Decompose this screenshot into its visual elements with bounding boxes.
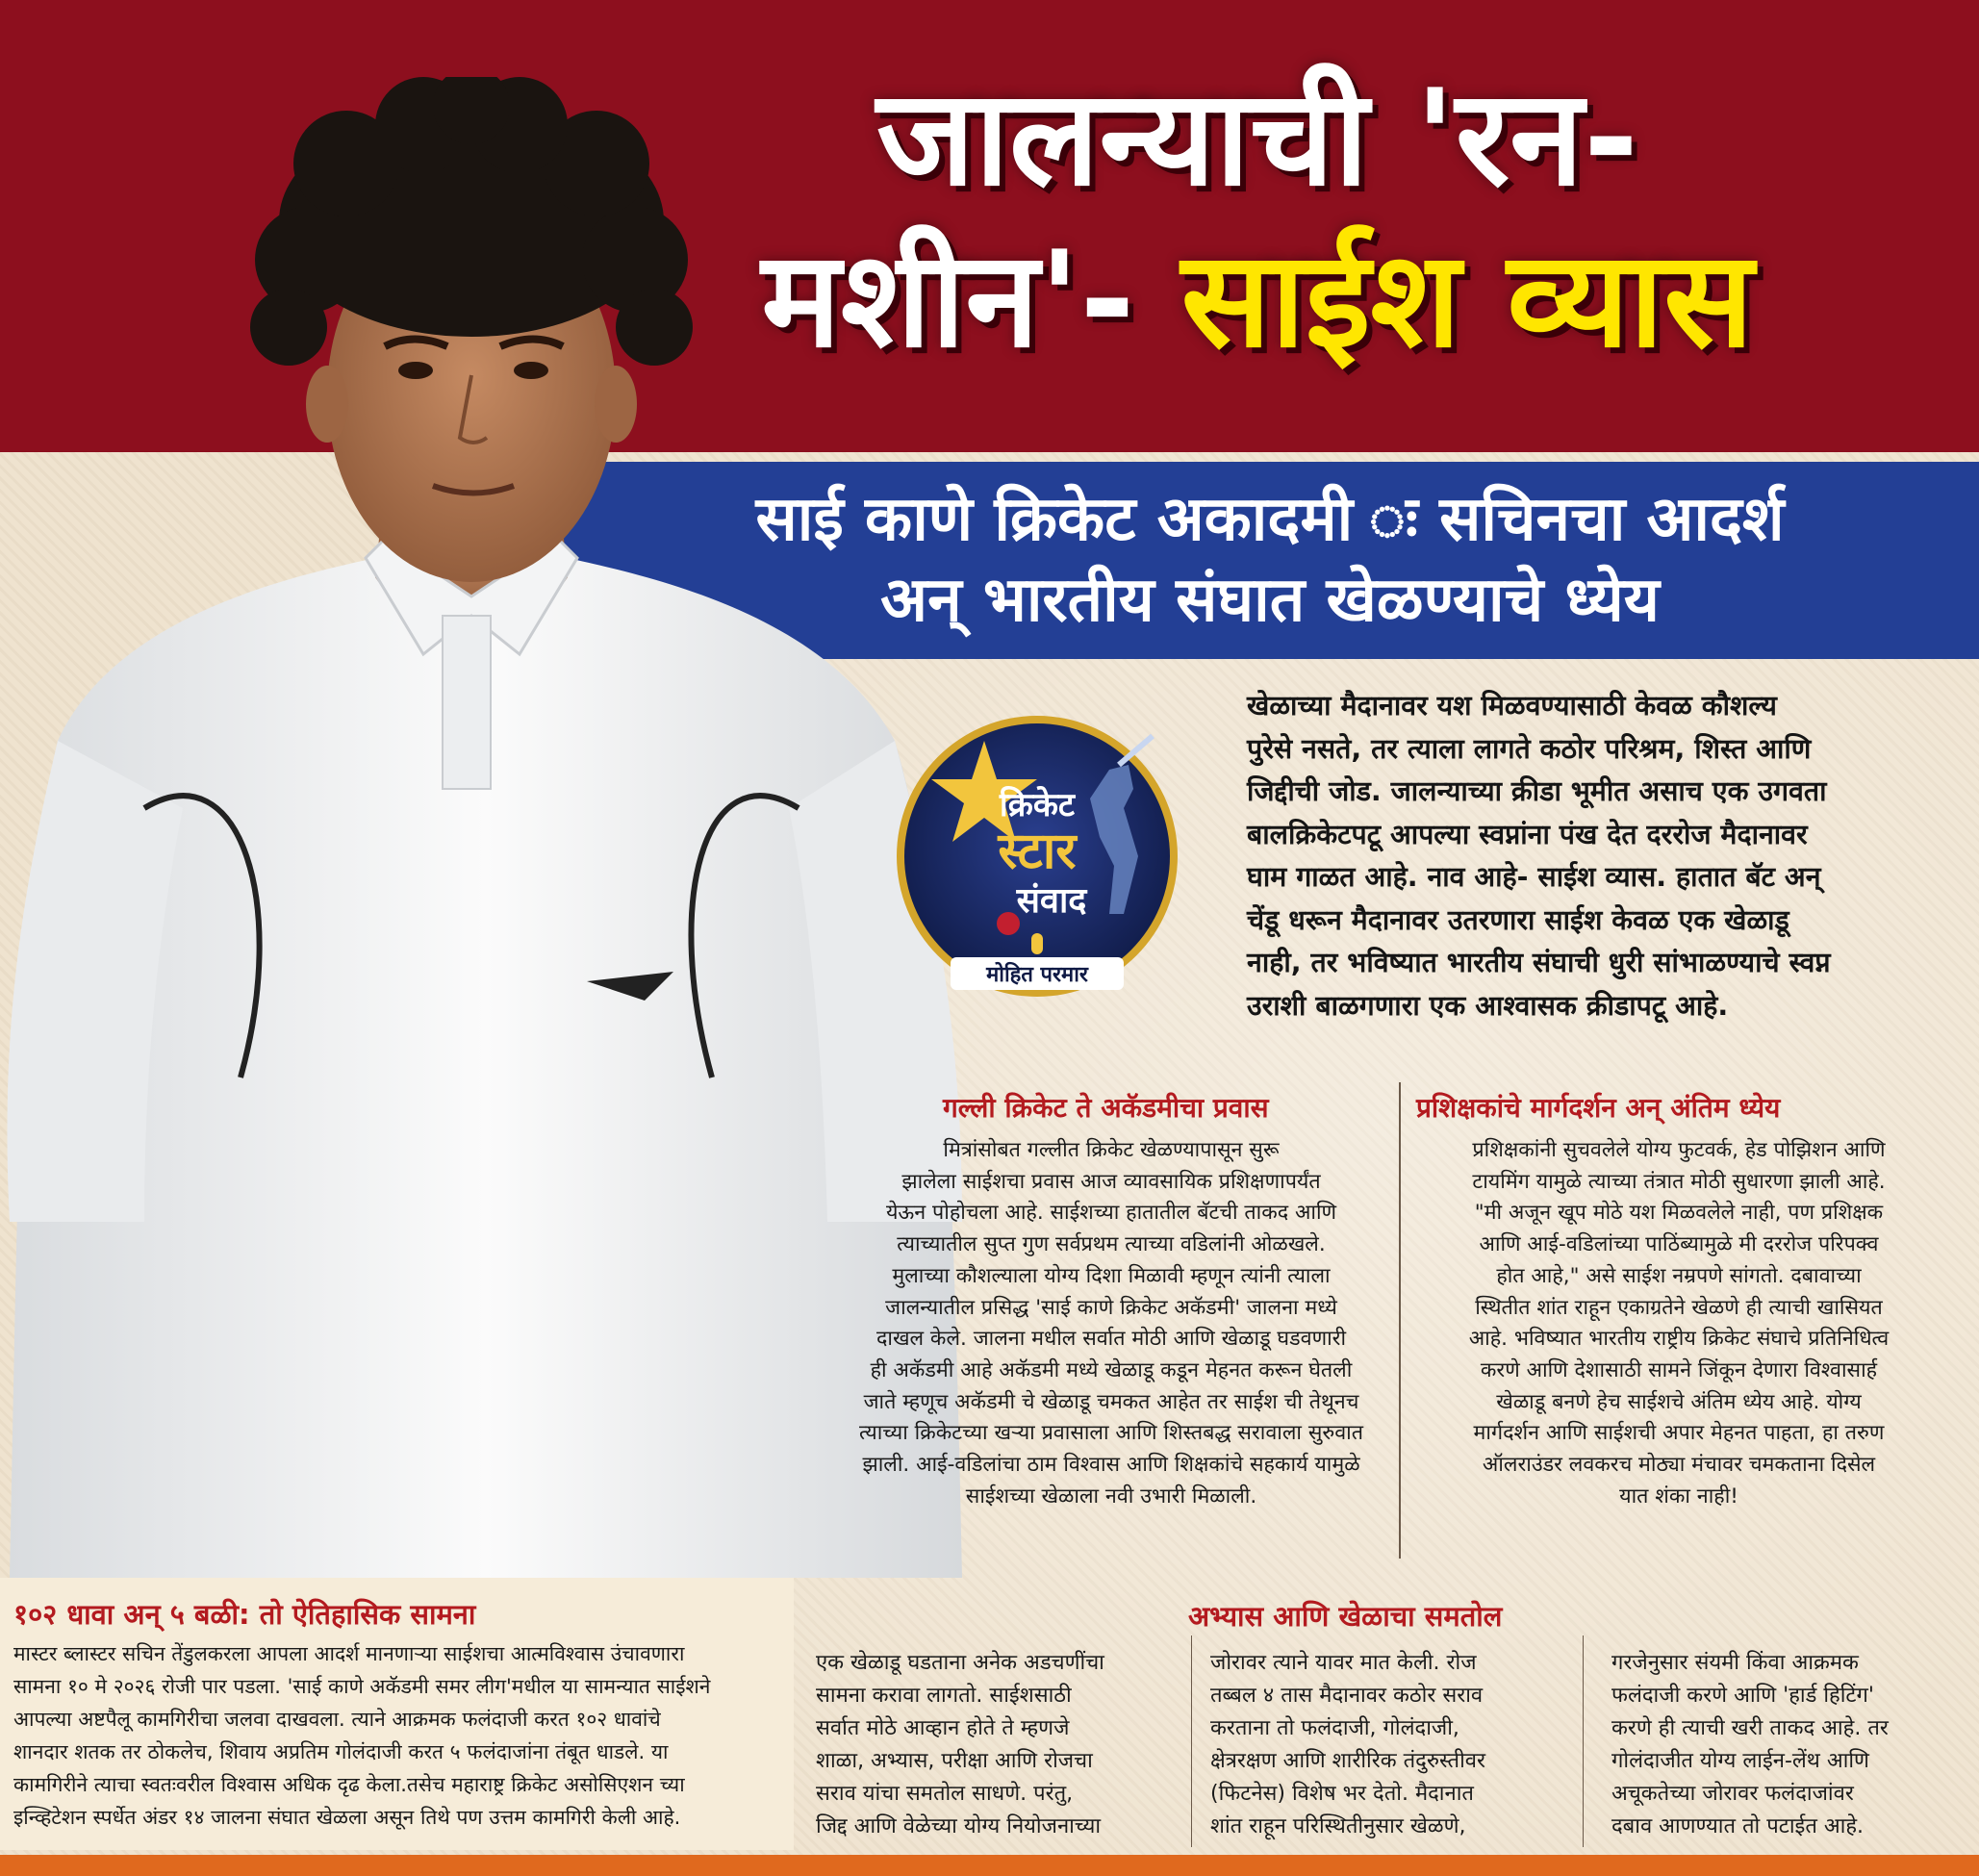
headline: [555, 58, 1960, 381]
intro-line: पुरेसे नसते, तर त्याला लागते कठोर परिश्रम, शिस्त आणि: [1247, 732, 1812, 765]
body-line: "मी अजून खूप मोठे यश मिळवलेले नाही, पण प्रशिक्षक: [1474, 1201, 1884, 1226]
body-line: कामगिरीने त्याचा स्वतःवरील विश्वास अधिक दृढ केला.तसेच महाराष्ट्र क्रिकेट असोसिएशन च्या: [13, 1773, 685, 1796]
body-line: क्षेत्ररक्षण आणि शारीरिक तंदुरुस्तीवर: [1210, 1749, 1486, 1773]
cricket-star-samvad-emblem: [893, 712, 1181, 1001]
body-line: साईशच्या खेळाला नवी उभारी मिळाली.: [965, 1483, 1257, 1508]
body-line: दाखल केले. जालना मधील सर्वात मोठी आणि खेळाडू घडवणारी: [875, 1327, 1347, 1352]
body-line: करताना तो फलंदाजी, गोलंदाजी,: [1210, 1716, 1459, 1740]
body-line: ऑलराउंडर लवकरच मोठ्या मंचावर चमकताना दिसेल: [1482, 1453, 1876, 1478]
body-line: यात शंका नाही!: [1619, 1483, 1738, 1508]
section-academy-heading: गल्ली क्रिकेट ते अकॅडमीचा प्रवास: [943, 1092, 1269, 1124]
body-line: मार्गदर्शन आणि साईशची अपार मेहनत पाहता, हा तरुण: [1473, 1421, 1885, 1446]
body-line: ही अकॅडमी आहे अकॅडमी मध्ये खेळाडू कडून मेहनत करून घेतली: [870, 1357, 1353, 1382]
section-match-body: [13, 1637, 793, 1834]
body-line: खेळाडू बनणे हेच साईशचे अंतिम ध्येय आहे. योग्य: [1496, 1389, 1862, 1414]
body-line: स्थितीत शांत राहून एकाग्रतेने खेळणे ही त्याची खासियत: [1475, 1295, 1883, 1320]
body-line: दबाव आणण्यात तो पटाईत आहे.: [1611, 1814, 1865, 1838]
column-divider: [1191, 1635, 1192, 1847]
intro-line: बालक्रिकेटपटू आपल्या स्वप्नांना पंख देत दररोज मैदानावर: [1247, 818, 1808, 850]
section-match-heading: १०२ धावा अन् ५ बळी: तो ऐतिहासिक सामना: [13, 1598, 476, 1631]
intro-paragraph: [1247, 685, 1949, 1027]
body-line: प्रशिक्षकांनी सुचवलेले योग्य फुटवर्क, हेड पोझिशन आणि: [1472, 1138, 1886, 1162]
intro-line: उराशी बाळगणारा एक आश्वासक क्रीडापटू आहे.: [1247, 989, 1729, 1022]
body-line: फलंदाजी करणे आणि 'हार्ड हिटिंग': [1611, 1684, 1874, 1708]
subheadline: [577, 479, 1963, 641]
body-line: करणे ही त्याची खरी ताकद आहे. तर: [1611, 1716, 1889, 1740]
microphone-icon: [1031, 933, 1043, 954]
section-guidance-heading: प्रशिक्षकांचे मार्गदर्शन अन् अंतिम ध्येय: [1416, 1092, 1781, 1124]
body-line: शांत राहून परिस्थितीनुसार खेळणे,: [1210, 1814, 1466, 1838]
headline-line-1: जालन्याची 'रन-: [875, 61, 1639, 215]
body-line: होत आहे," असे साईश नम्रपणे सांगतो. दबावाच्या: [1496, 1263, 1862, 1288]
body-line: मित्रांसोबत गल्लीत क्रिकेट खेळण्यापासून सुरू: [943, 1138, 1280, 1162]
body-line: त्याच्या क्रिकेटच्या खऱ्या प्रवासाला आणि शिस्तबद्ध सरावाला सुरुवात: [858, 1421, 1363, 1446]
section-academy-body: [832, 1135, 1390, 1512]
intro-line: नाही, तर भविष्यात भारतीय संघाची धुरी सांभाळण्याचे स्वप्न: [1247, 947, 1831, 978]
intro-line: घाम गाळत आहे. नाव आहे- साईश व्यास. हातात बॅट अन्: [1247, 861, 1821, 893]
body-line: आणि आई-वडिलांच्या पाठिंब्यामुळे मी दररोज परिपक्व: [1479, 1232, 1879, 1257]
section-balance-col-1: [816, 1647, 1191, 1843]
body-line: सामना १० मे २०२६ रोजी पार पडला. 'साई काणे अकॅडमी समर लीग'मधील या सामन्यात साईशने: [13, 1675, 711, 1698]
section-balance-heading: अभ्यास आणि खेळाचा समतोल: [1188, 1600, 1503, 1633]
body-line: सामना करावा लागतो. साईशसाठी: [816, 1684, 1072, 1708]
section-guidance-body: [1405, 1135, 1953, 1512]
body-line: मुलाच्या कौशल्याला योग्य दिशा मिळावी म्हणून त्यांनी त्याला: [892, 1263, 1331, 1288]
body-line: गरजेनुसार संयमी किंवा आक्रमक: [1611, 1651, 1859, 1675]
headline-name: साईश व्यास: [1180, 222, 1754, 377]
body-line: जालन्यातील प्रसिद्ध 'साई काणे क्रिकेट अकॅडमी' जालना मध्ये: [885, 1295, 1337, 1320]
body-line: इन्व्हिटेशन स्पर्धेत अंडर १४ जालना संघात खेळला असून तिथे पण उत्तम कामगिरी केली आहे.: [13, 1806, 681, 1829]
footer-rule: [0, 1855, 1979, 1876]
body-line: जाते म्हणूच अकॅडमी चे खेळाडू चमकत आहेत तर साईश ची तेथूनच: [863, 1389, 1359, 1414]
body-line: झाली. आई-वडिलांचा ठाम विश्वास आणि शिक्षकांचे सहकार्य यामुळे: [862, 1453, 1360, 1478]
emblem-bottom-text: संवाद: [1016, 881, 1087, 921]
body-line: जोरावर त्याने यावर मात केली. रोज: [1210, 1651, 1477, 1675]
intro-line: खेळाच्या मैदानावर यश मिळवण्यासाठी केवळ कौशल्य: [1247, 690, 1777, 722]
intro-line: जिद्दीची जोड. जालन्याच्या क्रीडा भूमीत असाच एक उगवता: [1247, 775, 1827, 807]
body-line: सर्वात मोठे आव्हान होते ते म्हणजे: [816, 1716, 1070, 1740]
emblem-byline: मोहित परमार: [986, 963, 1088, 987]
body-line: आपल्या अष्टपैलू कामगिरीचा जलवा दाखवला. त्याने आक्रमक फलंदाजी करत १०२ धावांचे: [13, 1708, 661, 1731]
body-line: तब्बल ४ तास मैदानावर कठोर सराव: [1210, 1684, 1484, 1708]
headline-line-2-white: मशीन'-: [761, 222, 1181, 377]
column-divider: [1583, 1635, 1584, 1847]
column-divider: [1399, 1082, 1401, 1559]
body-line: त्याच्यातील सुप्त गुण सर्वप्रथम त्याच्या वडिलांनी ओळखले.: [897, 1232, 1326, 1257]
body-line: गोलंदाजीत योग्य लाईन-लेंथ आणि: [1611, 1749, 1869, 1773]
body-line: करणे आणि देशासाठी सामने जिंकून देणारा विश्वासार्ह: [1480, 1357, 1878, 1382]
intro-line: चेंडू धरून मैदानावर उतरणारा साईश केवळ एक खेळाडू: [1247, 903, 1789, 936]
body-line: येऊन पोहोचला आहे. साईशच्या हातातील बॅटची ताकद आणि: [885, 1201, 1337, 1226]
emblem-middle-text: स्टार: [998, 823, 1077, 880]
body-line: सराव यांचा समतोल साधणे. परंतु,: [816, 1782, 1074, 1806]
emblem-top-text: क्रिकेट: [999, 786, 1076, 824]
body-line: जिद्द आणि वेळेच्या योग्य नियोजनाच्या: [816, 1814, 1102, 1838]
subheadline-line-2: अन् भारतीय संघात खेळण्याचे ध्येय: [880, 565, 1660, 636]
body-line: शाळा, अभ्यास, परीक्षा आणि रोजचा: [816, 1749, 1093, 1773]
body-line: एक खेळाडू घडताना अनेक अडचणींचा: [816, 1651, 1104, 1675]
body-line: शानदार शतक तर ठोकलेच, शिवाय अप्रतिम गोलंदाजी करत ५ फलंदाजांना तंबूत धाडले. या: [13, 1740, 669, 1763]
body-line: झालेला साईशचा प्रवास आज व्यावसायिक प्रशिक्षणापर्यंत: [901, 1169, 1321, 1194]
body-line: मास्टर ब्लास्टर सचिन तेंडुलकरला आपला आदर्श मानणाऱ्या साईशचा आत्मविश्वास उंचावणारा: [13, 1642, 685, 1665]
body-line: टायमिंग यामुळे त्याच्या तंत्रात मोठी सुधारणा झाली आहे.: [1472, 1169, 1886, 1194]
section-balance-col-2: [1210, 1647, 1566, 1843]
headline-line-2: [555, 219, 1960, 381]
body-line: (फिटनेस) विशेष भर देतो. मैदानात: [1210, 1782, 1474, 1806]
body-line: अचूकतेच्या जोरावर फलंदाजांवर: [1611, 1782, 1854, 1806]
subheadline-line-1: साई काणे क्रिकेट अकादमी ः सचिनचा आदर्श: [755, 484, 1785, 555]
body-line: आहे. भविष्यात भारतीय राष्ट्रीय क्रिकेट संघाचे प्रतिनिधित्व: [1468, 1327, 1890, 1352]
section-balance-col-3: [1611, 1647, 1958, 1843]
